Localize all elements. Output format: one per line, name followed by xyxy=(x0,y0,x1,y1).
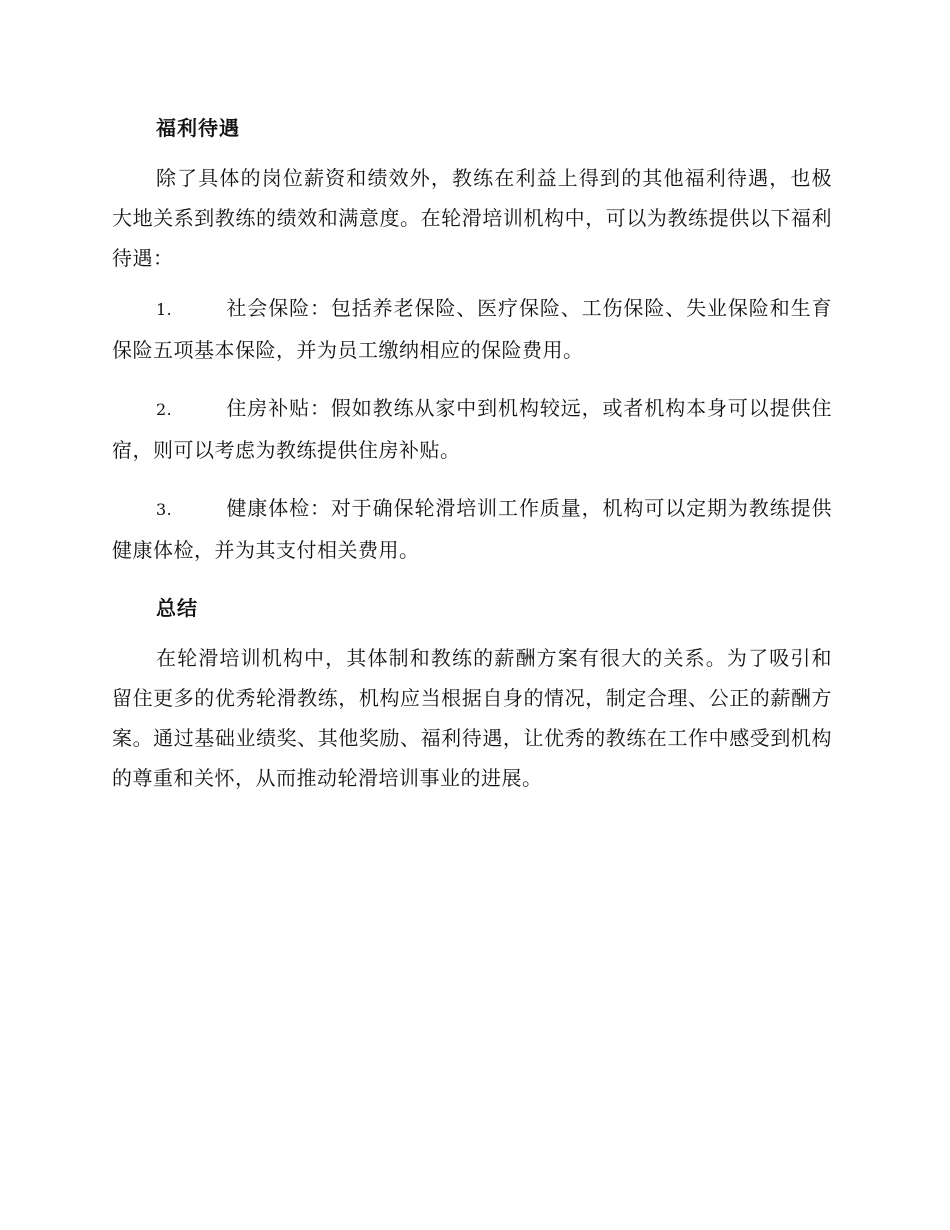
section-heading-summary: 总结 xyxy=(156,596,198,620)
section-heading-benefits: 福利待遇 xyxy=(156,116,240,140)
list-item-text: 社会保险：包括养老保险、医疗保险、工伤保险、失业保险和生育保险五项基本保险，并为员工缴纳相应的保险费用。 xyxy=(112,296,832,362)
list-item xyxy=(112,388,832,470)
list-item-text: 健康体检：对于确保轮滑培训工作质量，机构可以定期为教练提供健康体检，并为其支付相关费用。 xyxy=(112,496,832,562)
list-item-number: 1. xyxy=(156,300,173,319)
benefits-intro-paragraph: 除了具体的岗位薪资和绩效外，教练在利益上得到的其他福利待遇，也极大地关系到教练的绩效和满意度。在轮滑培训机构中，可以为教练提供以下福利待遇： xyxy=(112,166,832,270)
summary-paragraph: 在轮滑培训机构中，其体制和教练的薪酬方案有很大的关系。为了吸引和留住更多的优秀轮滑教练，机构应当根据自身的情况，制定合理、公正的薪酬方案。通过基础业绩奖、其他奖励、福利待遇，让优秀的教练在工作中感受到机构的尊重和关怀，从而推动轮滑培训事业的进展。 xyxy=(112,646,832,790)
list-item-number: 2. xyxy=(156,400,173,419)
list-item-number: 3. xyxy=(156,500,173,519)
list-item-text: 住房补贴：假如教练从家中到机构较远，或者机构本身可以提供住宿，则可以考虑为教练提供住房补贴。 xyxy=(112,396,832,462)
document-page xyxy=(112,108,832,808)
list-item xyxy=(112,288,832,370)
list-item xyxy=(112,488,832,570)
